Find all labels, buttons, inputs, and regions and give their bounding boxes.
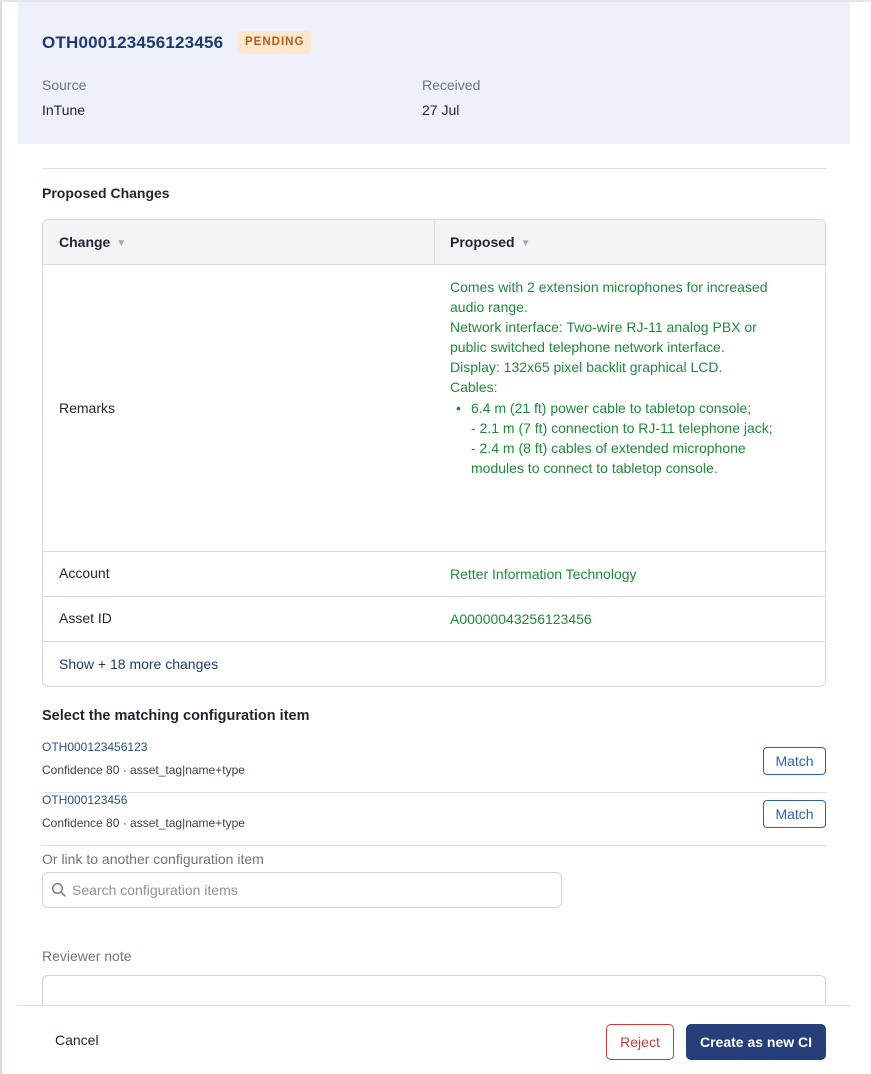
sort-caret-icon[interactable]: ▼	[520, 238, 531, 249]
remarks-line: Network interface: Two-wire RJ-11 analog PBX or public switched telephone network interface.	[450, 319, 757, 355]
action-footer	[18, 1005, 850, 1074]
changes-table	[42, 219, 826, 687]
source-label: Source	[42, 77, 87, 93]
match-candidate-row	[42, 793, 826, 846]
match-candidate-row	[42, 740, 826, 793]
search-placeholder: Search configuration items	[72, 882, 238, 898]
column-header-proposed[interactable]	[434, 220, 530, 265]
table-row-account	[43, 552, 825, 597]
show-more-changes-link[interactable]: Show + 18 more changes	[59, 656, 219, 672]
sort-caret-icon[interactable]: ▼	[116, 238, 127, 249]
reviewer-note-label: Reviewer note	[42, 948, 132, 964]
candidate-id[interactable]: OTH000123456	[42, 793, 128, 807]
source-value: InTune	[42, 102, 86, 118]
window-edge-left	[0, 0, 2, 1074]
table-header	[43, 220, 825, 265]
candidate-id[interactable]: OTH000123456123	[42, 740, 148, 754]
proposed-value-asset-id: A00000043256123456	[450, 611, 592, 627]
remarks-list-item-text: 6.4 m (21 ft) power cable to tabletop console; - 2.1 m (7 ft) connection to RJ-11 telephone jack; - 2.4 m (8 ft) cables of extended microphone modules to connect to tabletop console.	[471, 400, 773, 476]
received-value: 27 Jul	[422, 102, 460, 118]
ticket-header	[18, 2, 850, 144]
candidate-confidence: Confidence 80 · asset_tag|name+type	[42, 763, 245, 777]
received-label: Received	[422, 77, 481, 93]
section-divider	[42, 168, 826, 169]
remarks-line: Cables:	[450, 379, 498, 395]
search-icon	[51, 882, 67, 898]
remarks-line: Comes with 2 extension microphones for increased audio range.	[450, 279, 768, 315]
link-other-ci-label: Or link to another configuration item	[42, 851, 264, 867]
remarks-line: Display: 132x65 pixel backlit graphical LCD.	[450, 359, 723, 375]
status-badge: PENDING	[238, 31, 311, 54]
bullet-icon: •	[456, 400, 461, 416]
create-new-ci-button[interactable]: Create as new CI	[686, 1024, 826, 1060]
ci-search-input[interactable]	[42, 872, 562, 908]
proposed-value-account: Retter Information Technology	[450, 566, 637, 582]
change-label-account: Account	[59, 565, 110, 581]
proposed-value-remarks	[450, 277, 795, 478]
reject-button[interactable]: Reject	[606, 1024, 674, 1060]
proposed-changes-title: Proposed Changes	[42, 185, 170, 201]
table-row-asset-id	[43, 597, 825, 642]
match-button[interactable]: Match	[763, 747, 826, 775]
match-button[interactable]: Match	[763, 800, 826, 828]
remarks-list-item	[450, 398, 790, 478]
column-header-change[interactable]	[43, 220, 126, 265]
change-label-asset-id: Asset ID	[59, 610, 112, 626]
matching-title: Select the matching configuration item	[42, 708, 310, 724]
change-label-remarks: Remarks	[59, 400, 116, 416]
cancel-button[interactable]: Cancel	[55, 1032, 99, 1048]
table-row-remarks	[43, 265, 825, 552]
column-header-change-label: Change	[59, 234, 111, 250]
ticket-id: OTH000123456123456	[42, 33, 224, 52]
remarks-list	[450, 398, 795, 478]
candidate-confidence: Confidence 80 · asset_tag|name+type	[42, 816, 245, 830]
column-header-proposed-label: Proposed	[450, 234, 515, 250]
